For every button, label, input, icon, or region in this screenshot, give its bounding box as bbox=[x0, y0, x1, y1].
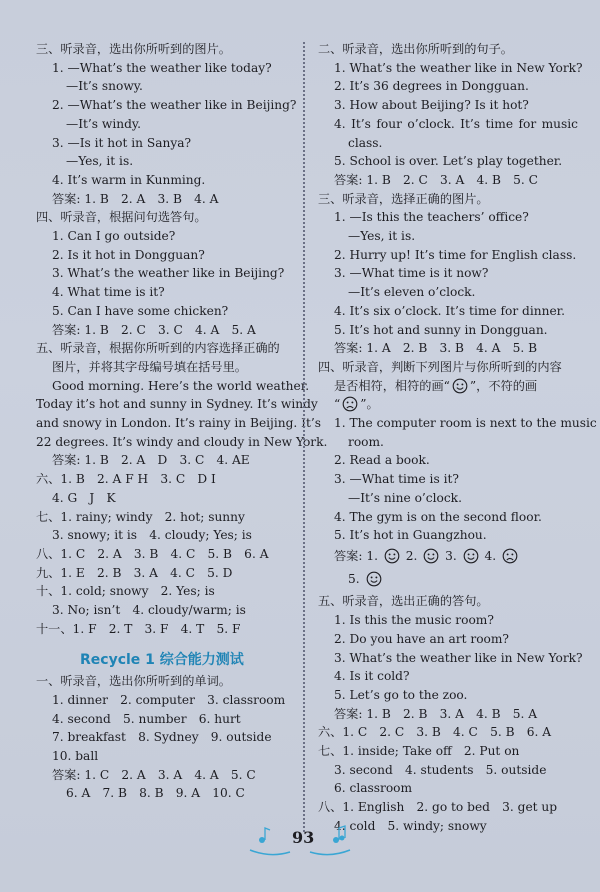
text-line: and snowy in London. It’s rainy in Beijing. It’s bbox=[36, 416, 321, 431]
text-line: 1. dinner 2. computer 3. classroom bbox=[52, 692, 286, 707]
text-line: 7. breakfast 8. Sydney 9. outside bbox=[52, 730, 272, 745]
text-line: 五、听录音，选出正确的答句。 bbox=[318, 594, 489, 609]
smiley-face-icon bbox=[463, 548, 479, 564]
text-line: 答案: 1. C 2. A 3. A 4. A 5. C bbox=[52, 767, 256, 782]
text-line: 4. The gym is on the second floor. bbox=[334, 509, 542, 524]
text-line: 2. Is it hot in Dongguan? bbox=[52, 247, 205, 262]
text-line: 1. What’s the weather like in New York? bbox=[334, 60, 583, 75]
text-line: 3. —What time is it? bbox=[334, 472, 459, 487]
right-column bbox=[318, 40, 597, 836]
q4-instruction-line: 是否相符，相符的画“ ”，不符的画 bbox=[334, 378, 538, 393]
text-line: 六、1. B 2. A F H 3. C D I bbox=[36, 472, 216, 487]
text-line: 3. second 4. students 5. outside bbox=[334, 762, 547, 777]
text-line: 3. —Is it hot in Sanya? bbox=[52, 135, 192, 150]
text-line: 2. Hurry up! It’s time for English class. bbox=[334, 247, 577, 262]
text-line: 3. snowy; it is 4. cloudy; Yes; is bbox=[52, 528, 252, 543]
text-line: —Yes, it is. bbox=[66, 154, 134, 169]
sad-face-icon bbox=[342, 396, 358, 412]
text-line: 3. No; isn’t 4. cloudy/warm; is bbox=[52, 603, 246, 618]
page-number: 93 bbox=[292, 828, 315, 847]
q4-answer-line-2: 5. bbox=[318, 570, 578, 589]
text-line: 3. —What time is it now? bbox=[334, 266, 489, 281]
text-line: 一、听录音，选出你所听到的单词。 bbox=[36, 674, 231, 689]
text-line: 四、听录音，根据问句选答句。 bbox=[36, 210, 207, 225]
text-line: class. bbox=[348, 135, 383, 150]
text-line: —It’s eleven o’clock. bbox=[348, 285, 476, 300]
text-line: 2. It’s 36 degrees in Dongguan. bbox=[334, 79, 529, 94]
text-line: 4. What time is it? bbox=[52, 285, 165, 300]
column-divider bbox=[303, 42, 305, 832]
text-line: 6. classroom bbox=[334, 781, 413, 796]
text-line: —It’s nine o’clock. bbox=[348, 490, 462, 505]
smiley-face-icon bbox=[366, 571, 382, 587]
text-line: 4. Is it cold? bbox=[334, 669, 410, 684]
text-line: 3. How about Beijing? Is it hot? bbox=[334, 98, 529, 113]
left-column bbox=[36, 40, 328, 803]
text-line: room. bbox=[348, 434, 384, 449]
text-line: 十、1. cold; snowy 2. Yes; is bbox=[36, 584, 215, 599]
text-line: 10. ball bbox=[52, 749, 99, 764]
text-line: 5. It’s hot in Guangzhou. bbox=[334, 528, 487, 543]
text-line: 答案: 1. B 2. B 3. A 4. B 5. A bbox=[334, 706, 538, 721]
text-line: 4. second 5. number 6. hurt bbox=[52, 711, 241, 726]
text-line: 1. —What’s the weather like today? bbox=[52, 60, 272, 75]
text-line: 二、听录音，选出你所听到的句子。 bbox=[318, 42, 513, 56]
text-line: 八、1. C 2. A 3. B 4. C 5. B 6. A bbox=[36, 546, 269, 561]
text-line: 2. Do you have an art room? bbox=[334, 631, 509, 646]
text-line: 五、听录音，根据你所听到的内容选择正确的 bbox=[36, 341, 280, 356]
text-line: 答案: 1. B 2. A D 3. C 4. AE bbox=[52, 453, 250, 468]
q4-instruction-line-2: “ ”。 bbox=[334, 397, 379, 412]
text-line: Today it’s hot and sunny in Sydney. It’s windy bbox=[36, 397, 318, 412]
text-line: 3. What’s the weather like in Beijing? bbox=[52, 266, 285, 281]
text-line: 4. cold 5. windy; snowy bbox=[334, 818, 487, 833]
smiley-face-icon bbox=[452, 378, 468, 394]
left-answer-lines bbox=[36, 40, 328, 639]
text-line: 十一、1. F 2. T 3. F 4. T 5. F bbox=[36, 621, 241, 636]
text-line: 6. A 7. B 8. B 9. A 10. C bbox=[66, 786, 245, 801]
text-line: 4. It’s four o’clock. It’s time for music bbox=[334, 116, 578, 131]
text-line: 5. It’s hot and sunny in Dongguan. bbox=[334, 322, 548, 337]
text-line: —It’s windy. bbox=[66, 116, 142, 131]
right-answer-lines bbox=[318, 40, 583, 377]
text-line: 4. G J K bbox=[52, 490, 116, 505]
text-line: 1. —Is this the teachers’ office? bbox=[334, 210, 529, 225]
recycle-title: Recycle 1 综合能力测试 bbox=[80, 651, 244, 668]
text-line: 七、1. rainy; windy 2. hot; sunny bbox=[36, 509, 245, 524]
text-line: 答案: 1. B 2. A 3. B 4. A bbox=[52, 191, 219, 206]
text-line: 1. The computer room is next to the music bbox=[334, 416, 597, 431]
q4-answer-line: 答案: 1. 2. 3. 4. bbox=[318, 547, 578, 566]
text-line: 六、1. C 2. C 3. B 4. C 5. B 6. A bbox=[318, 725, 552, 740]
page-footer bbox=[240, 820, 360, 860]
text-line: 22 degrees. It’s windy and cloudy in New York. bbox=[36, 434, 328, 449]
text-line: 3. What’s the weather like in New York? bbox=[334, 650, 583, 665]
text-line: —It’s snowy. bbox=[66, 79, 143, 94]
text-line: 七、1. inside; Take off 2. Put on bbox=[318, 744, 520, 759]
q4-items bbox=[318, 414, 597, 545]
sad-face-icon bbox=[502, 548, 518, 564]
text-line: 1. Is this the music room? bbox=[334, 613, 494, 628]
text-line: 答案: 1. B 2. C 3. A 4. B 5. C bbox=[334, 172, 538, 187]
smiley-face-icon bbox=[423, 548, 439, 564]
text-line: 图片，并将其字母编号填在括号里。 bbox=[52, 359, 247, 374]
text-line: 5. Can I have some chicken? bbox=[52, 303, 229, 318]
text-line: 三、听录音，选择正确的图片。 bbox=[318, 191, 489, 206]
text-line: 答案: 1. A 2. B 3. B 4. A 5. B bbox=[334, 341, 538, 356]
text-line: —Yes, it is. bbox=[348, 229, 416, 244]
text-line: 答案: 1. B 2. C 3. C 4. A 5. A bbox=[52, 322, 256, 337]
text-line: 四、听录音，判断下列图片与你所听到的内容 bbox=[318, 359, 562, 374]
text-line: Good morning. Here’s the world weather. bbox=[52, 378, 310, 393]
text-line: 八、1. English 2. go to bed 3. get up bbox=[318, 800, 558, 815]
text-line: 2. Read a book. bbox=[334, 453, 430, 468]
text-line: 4. It’s warm in Kunming. bbox=[52, 172, 206, 187]
text-line: 5. Let’s go to the zoo. bbox=[334, 687, 468, 702]
text-line: 九、1. E 2. B 3. A 4. C 5. D bbox=[36, 565, 233, 580]
text-line: 5. School is over. Let’s play together. bbox=[334, 154, 563, 169]
recycle-answer-lines bbox=[36, 672, 296, 803]
text-line: 4. It’s six o’clock. It’s time for dinner. bbox=[334, 303, 566, 318]
smiley-face-icon bbox=[384, 548, 400, 564]
text-line: 1. Can I go outside? bbox=[52, 229, 176, 244]
right-final-lines bbox=[318, 592, 583, 835]
text-line: 2. —What’s the weather like in Beijing? bbox=[52, 98, 297, 113]
text-line: 三、听录音，选出你所听到的图片。 bbox=[36, 42, 231, 56]
